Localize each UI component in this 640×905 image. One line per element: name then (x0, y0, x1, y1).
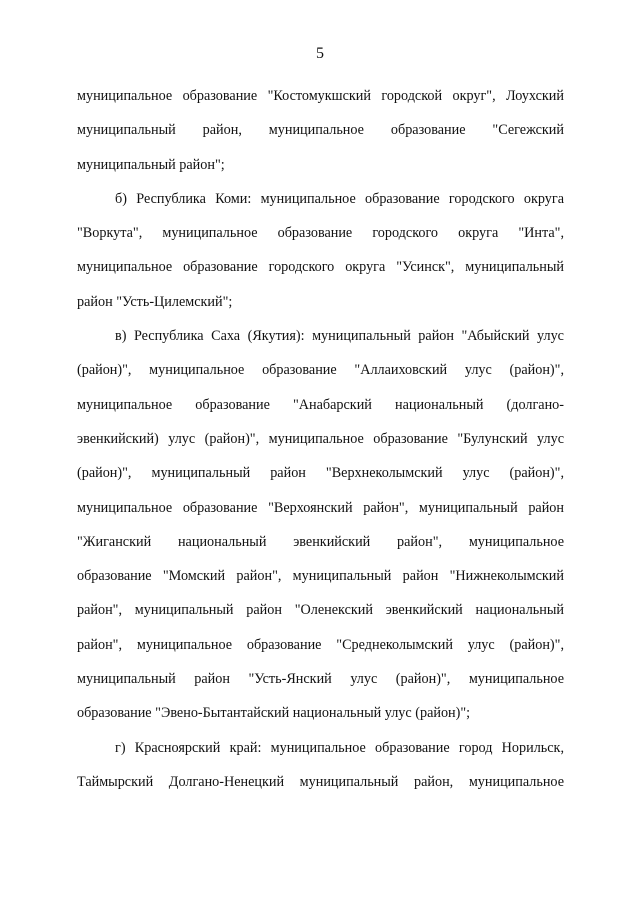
text-line: район", муниципальное образование "Среднеколымский улус (район)", (77, 636, 564, 653)
text-line: муниципальный район "Усть-Янский улус (район)", муниципальное (77, 671, 564, 688)
text-line: Таймырский Долгано-Ненецкий муниципальный район, муниципальное (77, 773, 564, 790)
text-line: б) Республика Коми: муниципальное образование городского округа (115, 190, 564, 207)
text-line: эвенкийский) улус (район)", муниципальное образование "Булунский улус (77, 430, 564, 447)
text-line: г) Красноярский край: муниципальное образование город Норильск, (115, 739, 564, 756)
text-line: муниципальное образование "Верхоянский район", муниципальный район (77, 499, 564, 516)
text-line: муниципальный район"; (77, 156, 225, 173)
text-line: муниципальный район, муниципальное образование "Сегежский (77, 122, 564, 139)
text-line: в) Республика Саха (Якутия): муниципальный район "Абыйский улус (115, 328, 564, 345)
text-line: (район)", муниципальный район "Верхнеколымский улус (район)", (77, 465, 564, 482)
text-line: муниципальное образование "Анабарский национальный (долгано- (77, 396, 564, 413)
text-line: район", муниципальный район "Оленекский эвенкийский национальный (77, 602, 564, 619)
text-line: образование "Момский район", муниципальный район "Нижнеколымский (77, 568, 564, 585)
text-line: "Воркута", муниципальное образование городского округа "Инта", (77, 225, 564, 242)
text-line: муниципальное образование "Костомукшский городской округ", Лоухский (77, 88, 564, 104)
text-line: (район)", муниципальное образование "Аллаиховский улус (район)", (77, 362, 564, 379)
text-line: образование "Эвено-Бытантайский национальный улус (район)"; (77, 705, 471, 722)
document-body (77, 79, 564, 799)
text-line: район "Усть-Цилемский"; (77, 293, 233, 310)
page-number: 5 (316, 45, 324, 62)
text-line: муниципальное образование городского округа "Усинск", муниципальный (77, 259, 564, 276)
text-line: "Жиганский национальный эвенкийский район", муниципальное (77, 533, 564, 550)
